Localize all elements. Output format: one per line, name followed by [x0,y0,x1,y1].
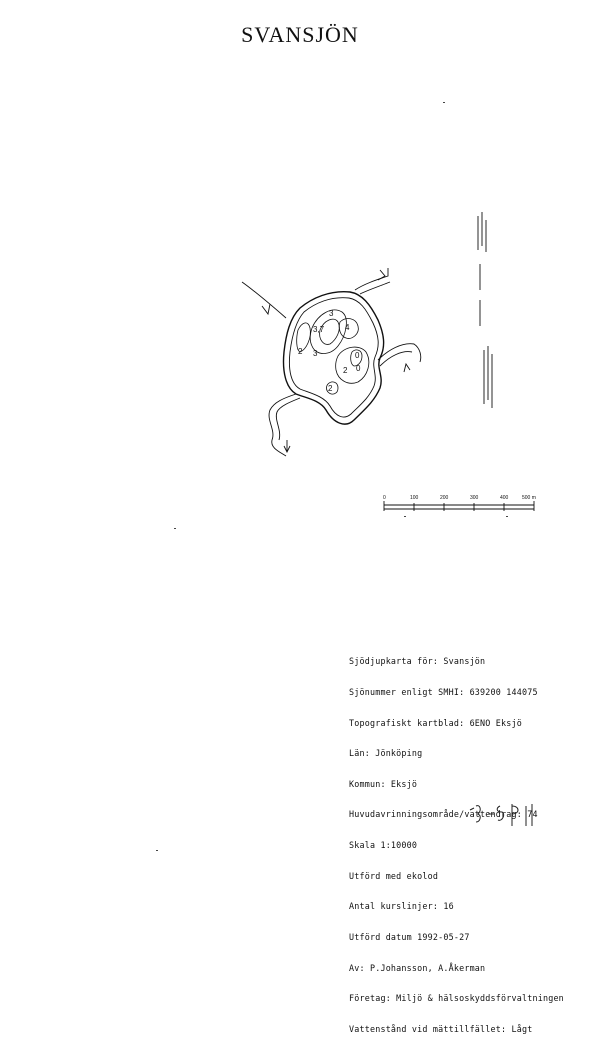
depth-label: 3 [329,309,334,318]
scale-label: 200 [440,495,449,501]
map-title: SVANSJÖN [241,22,359,47]
info-line: Skala 1:10000 [349,840,418,851]
scale-label: 400 [500,495,509,501]
depth-label: 3,7 [313,325,325,334]
scale-label: 100 [410,495,419,501]
info-line: Utförd med ekolod [349,870,439,881]
info-line: Företag: Miljö & hälsoskyddsförvaltningen [349,993,564,1004]
info-line: Län: Jönköping [349,748,423,759]
map-info-block [349,636,564,1044]
depth-label: 3 [313,349,318,358]
info-line: Antal kurslinjer: 16 [349,901,454,912]
info-line: Av: P.Johansson, A.Åkerman [349,962,486,973]
info-line: Utförd datum 1992-05-27 [349,931,470,942]
outlet-stream-southwest [269,394,296,456]
outlet-stream-southwest-2 [276,398,300,440]
handwritten-signature [468,800,556,830]
scan-speck [506,516,508,517]
contour-south-basin [336,347,369,383]
info-line: Sjödjupkarta för: Svansjön [349,656,486,667]
info-line: Huvudavrinningsområde/vattendrag: 74 [349,809,538,820]
depth-label: 0 [355,351,360,360]
scan-speck [404,516,406,517]
info-line: Kommun: Eksjö [349,778,418,789]
depth-label: 2 [343,366,348,375]
info-line: Topografiskt kartblad: 6ENO Eksjö [349,717,522,728]
depth-label: 4 [345,323,350,332]
depth-label: 0 [356,364,361,373]
arrow-icon [284,440,290,452]
scan-speck [174,528,176,529]
arrow-icon [404,364,410,372]
inlet-stream-northeast [355,268,388,290]
scan-speck [156,850,158,851]
depth-label: 2 [298,347,303,356]
arrow-icon [378,270,385,280]
info-line: Vattenstånd vid mättillfället: Lågt [349,1023,533,1034]
north-lines [478,212,492,408]
scale-label: 300 [470,495,479,501]
inlet-stream-northeast-2 [360,282,390,294]
scan-speck [443,102,445,103]
arrow-icon [262,304,270,314]
streams [242,268,421,456]
info-line: Sjönummer enligt SMHI: 639200 144075 [349,687,538,698]
shoreline-inner [289,298,378,417]
scale-label: 0 [383,495,386,501]
inlet-stream-northwest [242,282,286,318]
depth-label: 2 [328,384,333,393]
scale-bar [384,501,534,511]
scale-label: 500 m [522,495,536,501]
